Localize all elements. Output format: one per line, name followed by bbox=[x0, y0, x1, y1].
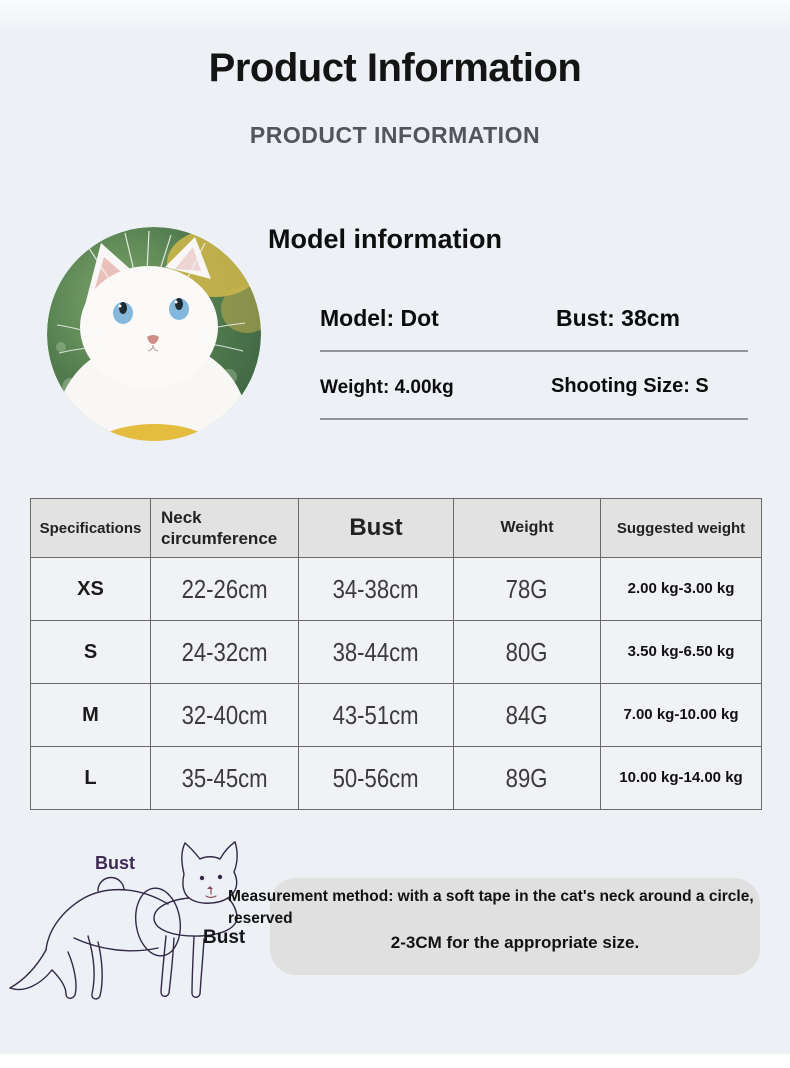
cell-bust-text: 50-56cm bbox=[333, 762, 419, 793]
cell-bust-text: 34-38cm bbox=[333, 573, 419, 604]
size-chart-table bbox=[30, 498, 762, 810]
cell-weight-text: 84G bbox=[506, 699, 548, 730]
cell-neck bbox=[151, 684, 299, 747]
model-cat-photo bbox=[47, 227, 261, 441]
table-row-m bbox=[31, 684, 762, 747]
cell-bust-text: 43-51cm bbox=[333, 699, 419, 730]
header-weight: Weight bbox=[454, 499, 601, 558]
cell-bust bbox=[299, 621, 454, 684]
cell-bust-text: 38-44cm bbox=[333, 636, 419, 667]
cell-weight-text: 89G bbox=[506, 762, 548, 793]
measurement-note-line1: Measurement method: with a soft tape in the cat's neck around a circle, bbox=[228, 888, 754, 905]
model-info-heading: Model information bbox=[268, 224, 502, 254]
cell-weight-text: 78G bbox=[506, 573, 548, 604]
cell-neck-text: 24-32cm bbox=[181, 636, 268, 667]
measurement-note-line3: 2-3CM for the appropriate size. bbox=[390, 933, 640, 952]
cell-spec: XS bbox=[31, 558, 151, 621]
cell-weight bbox=[454, 621, 601, 684]
cell-neck-text: 32-40cm bbox=[181, 699, 268, 730]
header-suggested-weight: Suggested weight bbox=[601, 499, 762, 558]
cell-spec: S bbox=[31, 621, 151, 684]
bottom-white-strip bbox=[0, 1054, 790, 1068]
cell-neck bbox=[151, 558, 299, 621]
top-gradient bbox=[0, 0, 790, 34]
table-row-s bbox=[31, 621, 762, 684]
header-bust: Bust bbox=[299, 499, 454, 558]
model-bust-value: Bust: 38cm bbox=[556, 305, 680, 331]
table-row-xs bbox=[31, 558, 762, 621]
page-title: Product Information bbox=[208, 46, 582, 90]
cell-neck bbox=[151, 747, 299, 810]
cell-suggested-weight: 2.00 kg-3.00 kg bbox=[601, 558, 762, 621]
cell-weight-text: 80G bbox=[506, 636, 548, 667]
cell-suggested-weight: 3.50 kg-6.50 kg bbox=[601, 621, 762, 684]
cell-spec: M bbox=[31, 684, 151, 747]
measurement-note-text bbox=[228, 886, 768, 931]
table-row-l bbox=[31, 747, 762, 810]
cell-suggested-weight: 10.00 kg-14.00 kg bbox=[601, 747, 762, 810]
cell-neck bbox=[151, 621, 299, 684]
model-weight-value: Weight: 4.00kg bbox=[320, 377, 454, 398]
header-specifications: Specifications bbox=[31, 499, 151, 558]
cell-bust bbox=[299, 747, 454, 810]
model-shooting-size-value: Shooting Size: S bbox=[551, 375, 709, 397]
cell-weight bbox=[454, 747, 601, 810]
model-name-value: Model: Dot bbox=[320, 305, 439, 331]
cell-suggested-weight: 7.00 kg-10.00 kg bbox=[601, 684, 762, 747]
page-subtitle: PRODUCT INFORMATION bbox=[249, 122, 541, 148]
cat-photo-illustration bbox=[47, 227, 261, 441]
bust-label-back: Bust bbox=[95, 853, 135, 873]
cell-bust bbox=[299, 684, 454, 747]
cell-spec: L bbox=[31, 747, 151, 810]
table-header-row bbox=[31, 499, 762, 558]
header-neck-circumference: Neck circumference bbox=[151, 499, 299, 558]
measurement-note-line2: reserved bbox=[228, 910, 293, 928]
cell-weight bbox=[454, 684, 601, 747]
cell-neck-text: 35-45cm bbox=[181, 762, 268, 793]
cell-neck-text: 22-26cm bbox=[181, 573, 268, 604]
cell-bust bbox=[299, 558, 454, 621]
cell-weight bbox=[454, 558, 601, 621]
divider-line bbox=[320, 350, 748, 352]
bust-label-chest: Bust bbox=[203, 927, 246, 948]
divider-line bbox=[320, 418, 748, 420]
